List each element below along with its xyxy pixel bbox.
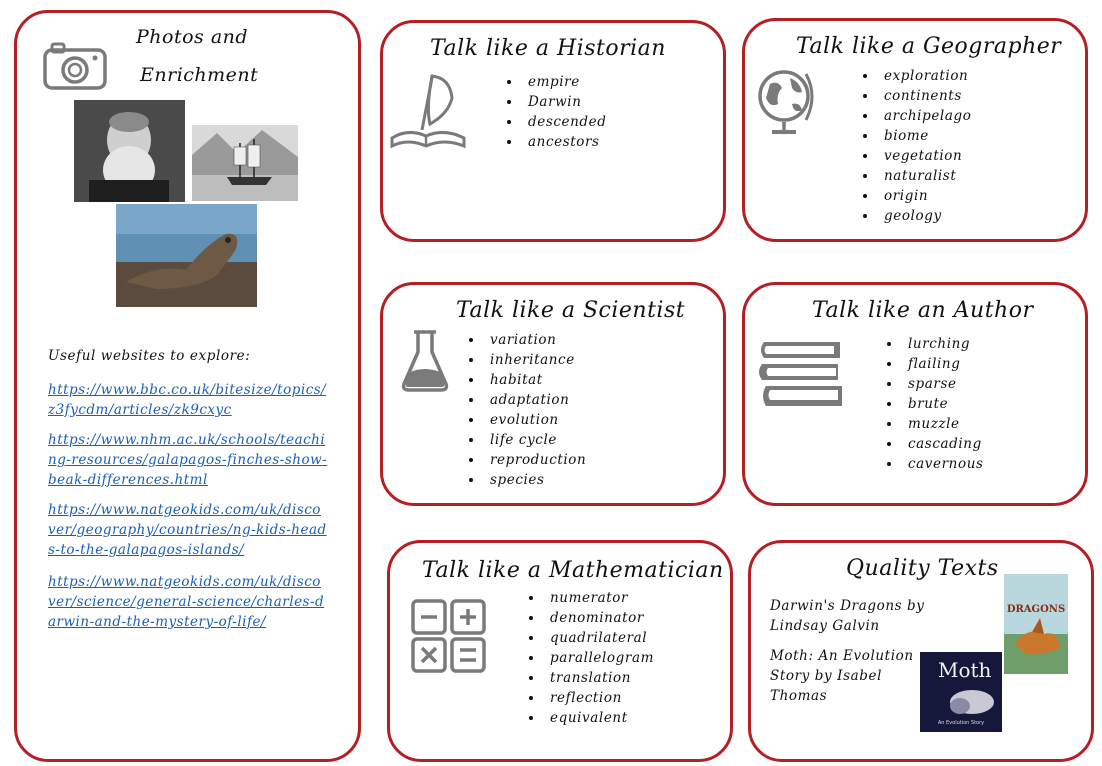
scientist-title: Talk like a Scientist: [456, 298, 686, 323]
mathematician-word: • parallelogram: [544, 648, 654, 668]
geographer-word: • biome: [878, 126, 971, 146]
geographer-word: • naturalist: [878, 166, 971, 186]
author-word: • muzzle: [902, 414, 984, 434]
geographer-word: • vegetation: [878, 146, 971, 166]
mathematician-word: • equivalent: [544, 708, 654, 728]
globe-icon: [752, 64, 818, 138]
author-word: • lurching: [902, 334, 984, 354]
scientist-word: • inheritance: [484, 350, 586, 370]
author-title: Talk like an Author: [812, 298, 1034, 323]
moth-cover-title: Moth: [938, 658, 992, 682]
geographer-word: • geology: [878, 206, 971, 226]
link-natgeo-darwin[interactable]: https://www.natgeokids.com/uk/discover/science/general-science/charles-darwin-and-the-mystery-of-life/: [48, 574, 325, 630]
geographer-word: • exploration: [878, 66, 971, 86]
author-word: • sparse: [902, 374, 984, 394]
author-word: • cavernous: [902, 454, 984, 474]
book-moth: Moth: An Evolution Story by Isabel Thomas: [770, 648, 914, 704]
link-bbc-bitesize[interactable]: https://www.bbc.co.uk/bitesize/topics/z3fycdm/articles/zk9cxyc: [48, 382, 327, 418]
dragons-cover-title: DRAGONS: [1006, 604, 1066, 615]
mathematician-word: • reflection: [544, 688, 654, 708]
scientist-word: • habitat: [484, 370, 586, 390]
ship-engraving-photo: [192, 125, 298, 201]
quill-book-icon: [386, 68, 470, 152]
link-natgeo-galapagos[interactable]: https://www.natgeokids.com/uk/discover/geography/countries/ng-kids-heads-to-the-galapagos-islands/: [48, 502, 327, 558]
author-word: • flailing: [902, 354, 984, 374]
historian-word: • empire: [522, 72, 606, 92]
mathematician-word: • numerator: [544, 588, 654, 608]
moth-cover: [920, 652, 1002, 732]
scientist-word: • species: [484, 470, 586, 490]
geographer-word: • origin: [878, 186, 971, 206]
darwins-dragons-cover: [1004, 574, 1068, 674]
historian-word-list: [500, 72, 606, 152]
geographer-title: Talk like a Geographer: [796, 34, 1062, 59]
scientist-word: • reproduction: [484, 450, 586, 470]
historian-word: • Darwin: [522, 92, 606, 112]
geographer-word: • archipelago: [878, 106, 971, 126]
books-icon: [756, 336, 848, 410]
iguana-photo: [116, 204, 257, 307]
calculator-icon: [410, 598, 488, 674]
quality-texts-title: Quality Texts: [846, 556, 999, 581]
mathematician-word: • denominator: [544, 608, 654, 628]
mathematician-word: • translation: [544, 668, 654, 688]
enrichment-title-line1: Photos and: [136, 26, 249, 48]
camera-icon: [42, 40, 108, 92]
darwin-portrait-photo: [74, 100, 185, 202]
author-word-list: [880, 334, 984, 474]
scientist-word-list: [462, 330, 586, 490]
author-word: • cascading: [902, 434, 984, 454]
book-darwins-dragons: Darwin's Dragons by Lindsay Galvin: [770, 598, 925, 634]
mathematician-title: Talk like a Mathematician: [422, 558, 724, 583]
geographer-word: • continents: [878, 86, 971, 106]
author-word: • brute: [902, 394, 984, 414]
link-nhm-finches[interactable]: https://www.nhm.ac.uk/schools/teaching-resources/galapagos-finches-show-beak-differences.html: [48, 432, 328, 488]
scientist-word: • adaptation: [484, 390, 586, 410]
enrichment-title-line2: Enrichment: [140, 64, 259, 86]
geographer-word-list: [856, 66, 971, 226]
historian-title: Talk like a Historian: [430, 36, 666, 61]
websites-heading: Useful websites to explore:: [48, 348, 251, 364]
mathematician-word-list: [522, 588, 654, 728]
moth-cover-subtitle: An Evolution Story: [937, 720, 985, 726]
scientist-word: • evolution: [484, 410, 586, 430]
scientist-word: • variation: [484, 330, 586, 350]
scientist-word: • life cycle: [484, 430, 586, 450]
historian-word: • ancestors: [522, 132, 606, 152]
mathematician-word: • quadrilateral: [544, 628, 654, 648]
historian-word: • descended: [522, 112, 606, 132]
flask-icon: [400, 328, 450, 394]
